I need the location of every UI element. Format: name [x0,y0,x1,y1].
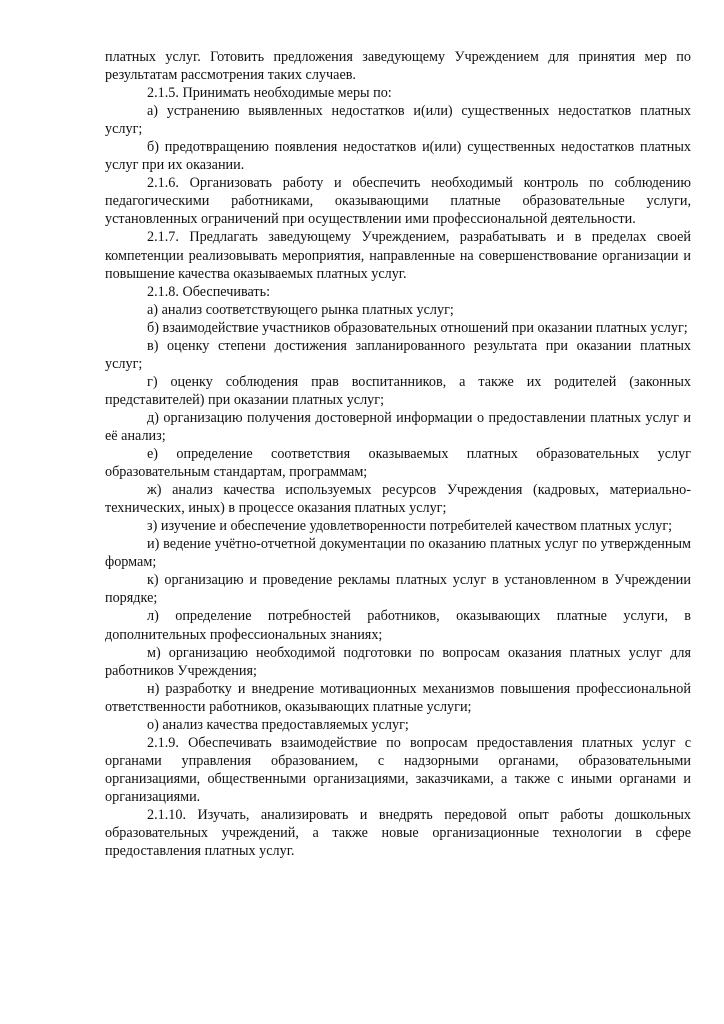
clause-2-1-6: 2.1.6. Организовать работу и обеспечить необходимый контроль по соблюдению педагогическими работниками, оказывающими платные образовательные услуги, установленных ограничений при осуществлении ими профессиональной деятельности. [105,175,691,228]
clause-2-1-8-m: м) организацию необходимой подготовки по вопросам оказания платных услуг для работников Учреждения; [105,644,691,679]
clause-2-1-8-k: к) организацию и проведение рекламы платных услуг в установленном в Учреждении порядке; [105,572,691,607]
clause-2-1-5-a: а) устранению выявленных недостатков и(или) существенных недостатков платных услуг; [105,103,691,138]
clause-2-1-8-n: н) разработку и внедрение мотивационных механизмов повышения профессиональной ответственности работников, оказывающих платные услуги; [105,680,691,715]
clause-2-1-8-a: а) анализ соответствующего рынка платных услуг; [147,301,454,318]
clause-2-1-8-v: в) оценку степени достижения запланированного результата при оказании платных услуг; [105,337,691,372]
clause-2-1-9: 2.1.9. Обеспечивать взаимодействие по вопросам предоставления платных услуг с органами управления образованием, с надзорными органами, образовательными организациями, общественными организациями, заказчиками, а также с иными органами и организациями. [105,734,691,805]
paragraph-continuation: платных услуг. Готовить предложения заведующему Учреждением для принятия мер по результатам рассмотрения таких случаев. [105,49,691,84]
clause-2-1-5-b: б) предотвращению появления недостатков и(или) существенных недостатков платных услуг при их оказании. [105,139,691,174]
clause-2-1-8-b: б) взаимодействие участников образовательных отношений при оказании платных услуг; [147,319,688,336]
clause-2-1-5: 2.1.5. Принимать необходимые меры по: [147,85,392,102]
clause-2-1-8-e: е) определение соответствия оказываемых платных образовательных услуг образовательным стандартам, программам; [105,446,691,481]
clause-2-1-8-d: д) организацию получения достоверной информации о предоставлении платных услуг и её анализ; [105,409,691,444]
clause-2-1-8-o: о) анализ качества предоставляемых услуг; [147,716,409,733]
clause-2-1-8-g: г) оценку соблюдения прав воспитанников, а также их родителей (законных представителей) при оказании платных услуг; [105,373,691,408]
clause-2-1-8-i: и) ведение учётно-отчетной документации по оказанию платных услуг по утвержденным формам; [105,536,691,571]
clause-2-1-7: 2.1.7. Предлагать заведующему Учреждением, разрабатывать и в пределах своей компетенции реализовывать мероприятия, направленные на совершенствование организации и повышение качества оказываемых платных услуг. [105,229,691,282]
clause-2-1-8-l: л) определение потребностей работников, оказывающих платные услуги, в дополнительных профессиональных знаниях; [105,608,691,643]
clause-2-1-8-z: з) изучение и обеспечение удовлетворенности потребителей качеством платных услуг; [147,518,673,535]
clause-2-1-8: 2.1.8. Обеспечивать: [147,283,271,300]
document-page [105,48,691,860]
clause-2-1-10: 2.1.10. Изучать, анализировать и внедрять передовой опыт работы дошкольных образовательных учреждений, а также новые организационные технологии в сфере предоставления платных услуг. [105,806,691,860]
clause-2-1-8-zh: ж) анализ качества используемых ресурсов Учреждения (кадровых, материально-технических, иных) в процессе оказания платных услуг; [105,482,691,517]
